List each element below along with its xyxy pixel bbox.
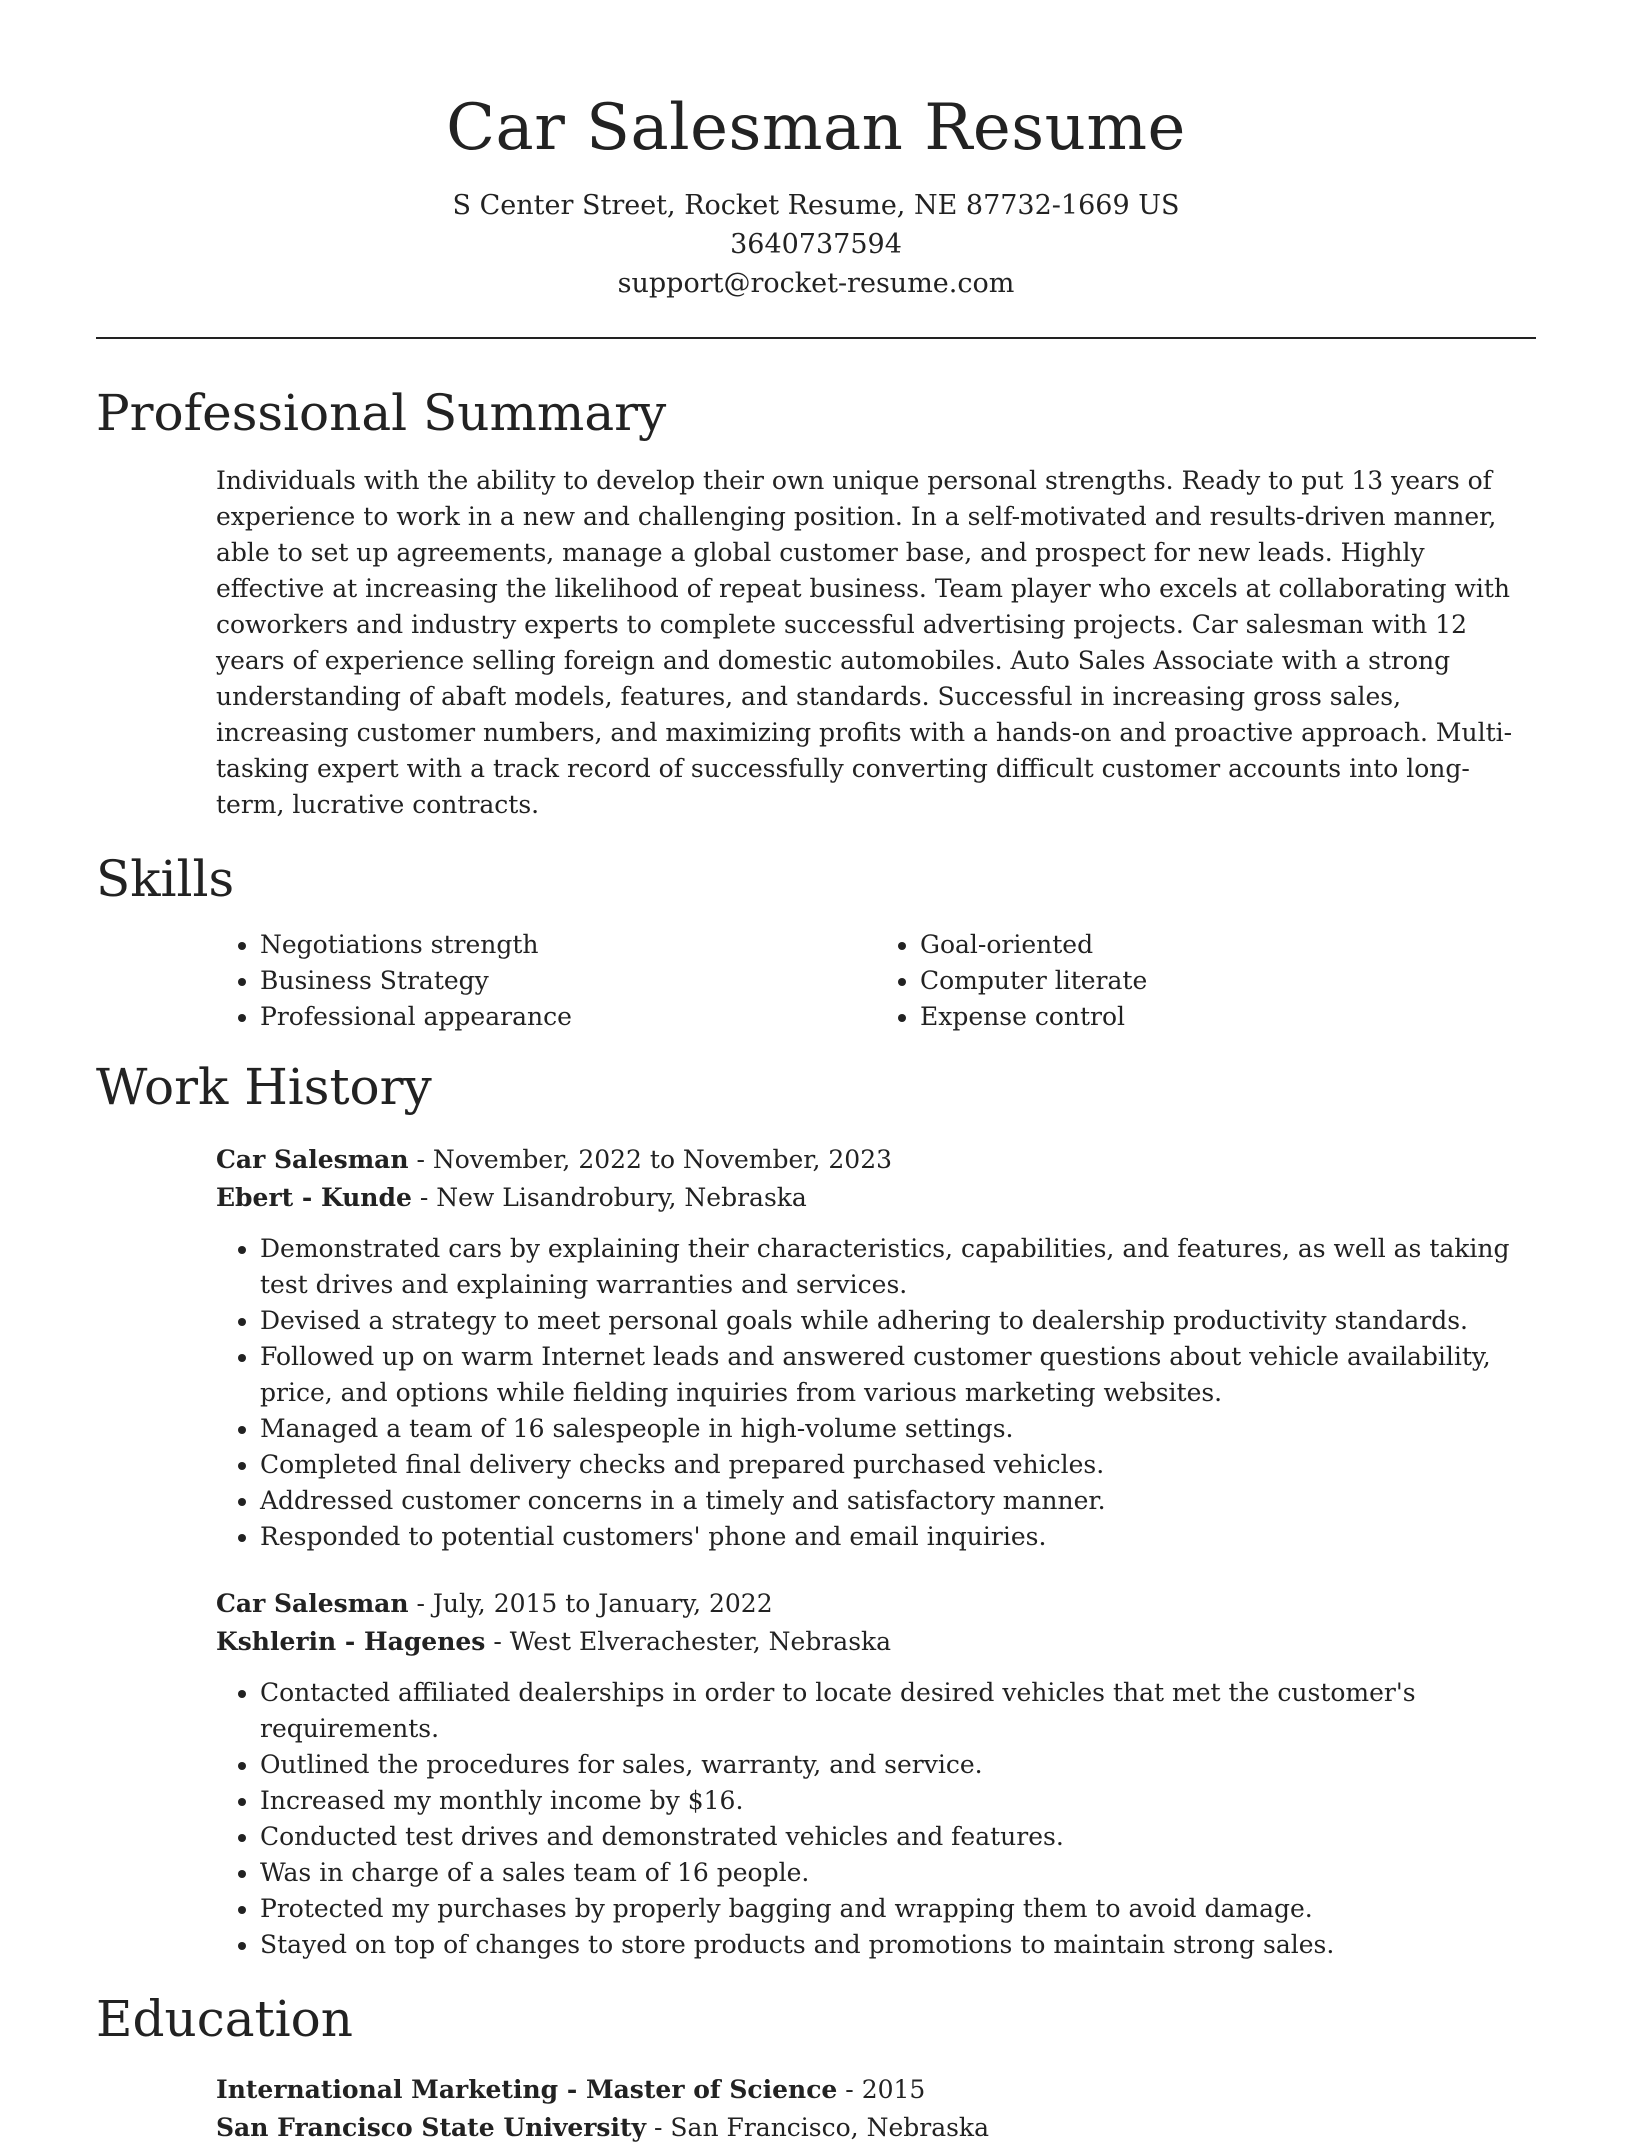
contact-address: S Center Street, Rocket Resume, NE 87732-1669 US <box>452 190 1180 221</box>
skills-column-left <box>216 927 876 1035</box>
job-company: Kshlerin - Hagenes <box>216 1627 486 1656</box>
education-school: San Francisco State University <box>216 2113 647 2142</box>
job-entry <box>216 1141 1536 1555</box>
resume-page <box>96 0 1536 2147</box>
contact-email: support@rocket-resume.com <box>617 268 1015 299</box>
summary-text: Individuals with the ability to develop their own unique personal strengths. Ready to put 13 years of experience to work in a new and challenging position. In a self-motivated and results-driven manner, able to set up agreements, manage a global customer base, and prospect for new leads. Highly effective at increasing the likelihood of repeat business. Team player who excels at collaborating with coworkers and industry experts to complete successful advertising projects. Car salesman with 12 years of experience selling foreign and domestic automobiles. Auto Sales Associate with a strong understanding of abaft models, features, and standards. Successful in increasing gross sales, increasing customer numbers, and maximizing profits with a hands-on and proactive approach. Multi-tasking expert with a track record of successfully converting difficult customer accounts into long-term, lucrative contracts. <box>216 466 1513 819</box>
summary-heading: Professional Summary <box>96 384 667 442</box>
separator: - <box>558 2075 586 2104</box>
separator: - <box>408 1145 433 1174</box>
separator: - <box>408 1589 433 1618</box>
header-divider <box>96 337 1536 339</box>
resume-header <box>96 0 1536 303</box>
job-title: Car Salesman <box>216 1145 409 1174</box>
contact-phone: 3640737594 <box>730 229 902 260</box>
skill-item: • Goal-oriented <box>920 927 1536 963</box>
job-duties <box>216 1675 1536 1963</box>
duty-item: • Protected my purchases by properly bagging and wrapping them to avoid damage. <box>260 1891 1536 1927</box>
education-location: San Francisco, Nebraska <box>670 2113 989 2142</box>
duty-item: • Demonstrated cars by explaining their characteristics, capabilities, and features, as well as taking test drives and explaining warranties and services. <box>260 1231 1536 1303</box>
job-duties <box>216 1231 1536 1555</box>
separator: - <box>411 1183 437 1212</box>
education-school-line <box>216 2109 1536 2147</box>
duty-item: • Conducted test drives and demonstrated vehicles and features. <box>260 1819 1536 1855</box>
duty-item: • Addressed customer concerns in a timely and satisfactory manner. <box>260 1483 1536 1519</box>
duty-item: • Completed final delivery checks and prepared purchased vehicles. <box>260 1447 1536 1483</box>
skills-heading: Skills <box>96 850 235 908</box>
separator: - <box>837 2075 862 2104</box>
skill-item: • Expense control <box>920 999 1536 1035</box>
job-dates: July, 2015 to January, 2022 <box>432 1589 773 1618</box>
skill-item: • Business Strategy <box>260 963 876 999</box>
duty-item: • Outlined the procedures for sales, warranty, and service. <box>260 1747 1536 1783</box>
education-entry <box>216 2071 1536 2147</box>
job-dates: November, 2022 to November, 2023 <box>432 1145 893 1174</box>
duty-item: • Managed a team of 16 salespeople in high-volume settings. <box>260 1411 1536 1447</box>
education-year: 2015 <box>861 2075 926 2104</box>
job-company-line <box>216 1623 1536 1661</box>
skill-item: • Computer literate <box>920 963 1536 999</box>
duty-item: • Followed up on warm Internet leads and answered customer questions about vehicle availability, price, and options while fielding inquiries from various marketing websites. <box>260 1339 1536 1411</box>
job-title-line <box>216 1141 1536 1179</box>
job-company: Ebert - Kunde <box>216 1183 412 1212</box>
duty-item: • Responded to potential customers' phone and email inquiries. <box>260 1519 1536 1555</box>
education-degree: Master of Science <box>585 2075 838 2104</box>
job-entry <box>216 1585 1536 1963</box>
duty-item: • Stayed on top of changes to store products and promotions to maintain strong sales. <box>260 1927 1536 1963</box>
skills-list <box>216 927 1536 1035</box>
education-degree-line <box>216 2071 1536 2109</box>
duty-item: • Contacted affiliated dealerships in order to locate desired vehicles that met the customer's requirements. <box>260 1675 1536 1747</box>
duty-item: • Devised a strategy to meet personal goals while adhering to dealership productivity standards. <box>260 1303 1536 1339</box>
skills-column-right <box>876 927 1536 1035</box>
education-field: International Marketing <box>216 2075 559 2104</box>
job-title: Car Salesman <box>216 1589 409 1618</box>
education-heading: Education <box>96 1990 353 2048</box>
job-location: West Elverachester, Nebraska <box>509 1627 892 1656</box>
duty-item: • Increased my monthly income by $16. <box>260 1783 1536 1819</box>
resume-title: Car Salesman Resume <box>446 91 1186 165</box>
duty-item: • Was in charge of a sales team of 16 people. <box>260 1855 1536 1891</box>
work-history-heading: Work History <box>96 1058 432 1116</box>
separator: - <box>485 1627 510 1656</box>
job-location: New Lisandrobury, Nebraska <box>436 1183 807 1212</box>
job-company-line <box>216 1179 1536 1217</box>
skill-item: • Professional appearance <box>260 999 876 1035</box>
job-title-line <box>216 1585 1536 1623</box>
skill-item: • Negotiations strength <box>260 927 876 963</box>
separator: - <box>646 2113 671 2142</box>
